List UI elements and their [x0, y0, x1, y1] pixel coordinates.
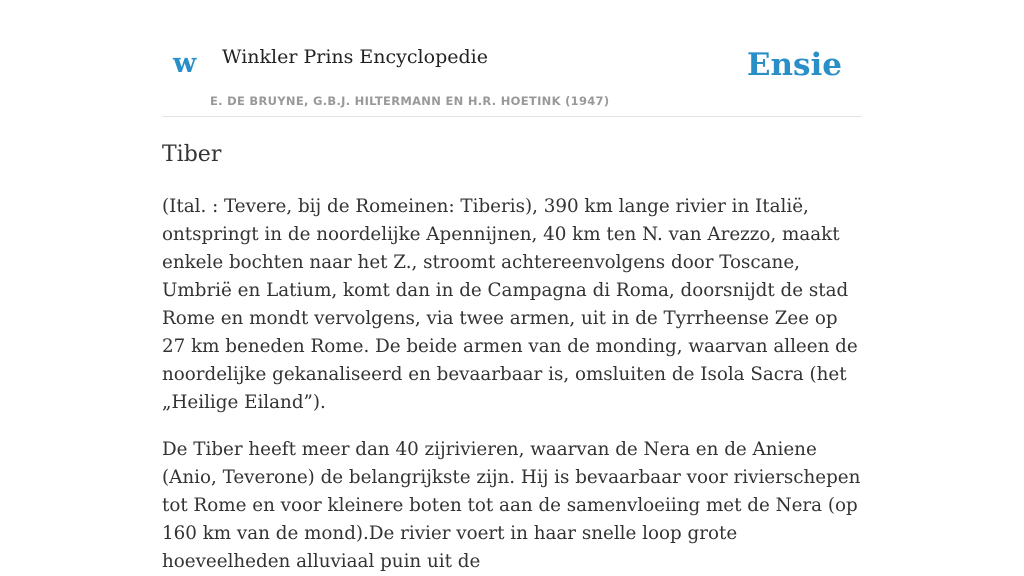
book-title[interactable]: Winkler Prins Encyclopedie [222, 46, 488, 68]
page-container [162, 0, 862, 576]
entry-paragraph-2: De Tiber heeft meer dan 40 zijrivieren, waarvan de Nera en de Aniene (Anio, Teverone) de belangrijkste zijn. Hij is bevaarbaar voor rivierschepen tot Rome en voor kleinere boten tot aan de samenvloeiing met de Nera (op 160 km van de mond).De rivier voert in haar snelle loop grote hoeveelheden alluviaal puin uit de [162, 438, 861, 572]
book-authors: E. DE BRUYNE, G.B.J. HILTERMANN EN H.R. HOETINK (1947) [210, 94, 610, 108]
book-logo-icon[interactable]: w [173, 48, 197, 79]
book-header [162, 0, 862, 117]
ensie-logo-link[interactable]: Ensie [746, 47, 842, 83]
entry-title: Tiber [162, 142, 222, 167]
entry-paragraph-1: (Ital. : Tevere, bij de Romeinen: Tiberis), 390 km lange rivier in Italië, ontspringt in de noordelijke Apennijnen, 40 km ten N. van Arezzo, maakt enkele bochten naar het Z., stroomt achtereenvolgens door Toscane, Umbrië en Latium, komt dan in de Campagna di Roma, doorsnijdt de stad Rome en mondt vervolgens, via twee armen, uit in de Tyrrheense Zee op 27 km beneden Rome. De beide armen van de monding, waarvan alleen de noordelijke gekanaliseerd en bevaarbaar is, omsluiten de Isola Sacra (het „Heilige Eiland”). [162, 195, 858, 413]
